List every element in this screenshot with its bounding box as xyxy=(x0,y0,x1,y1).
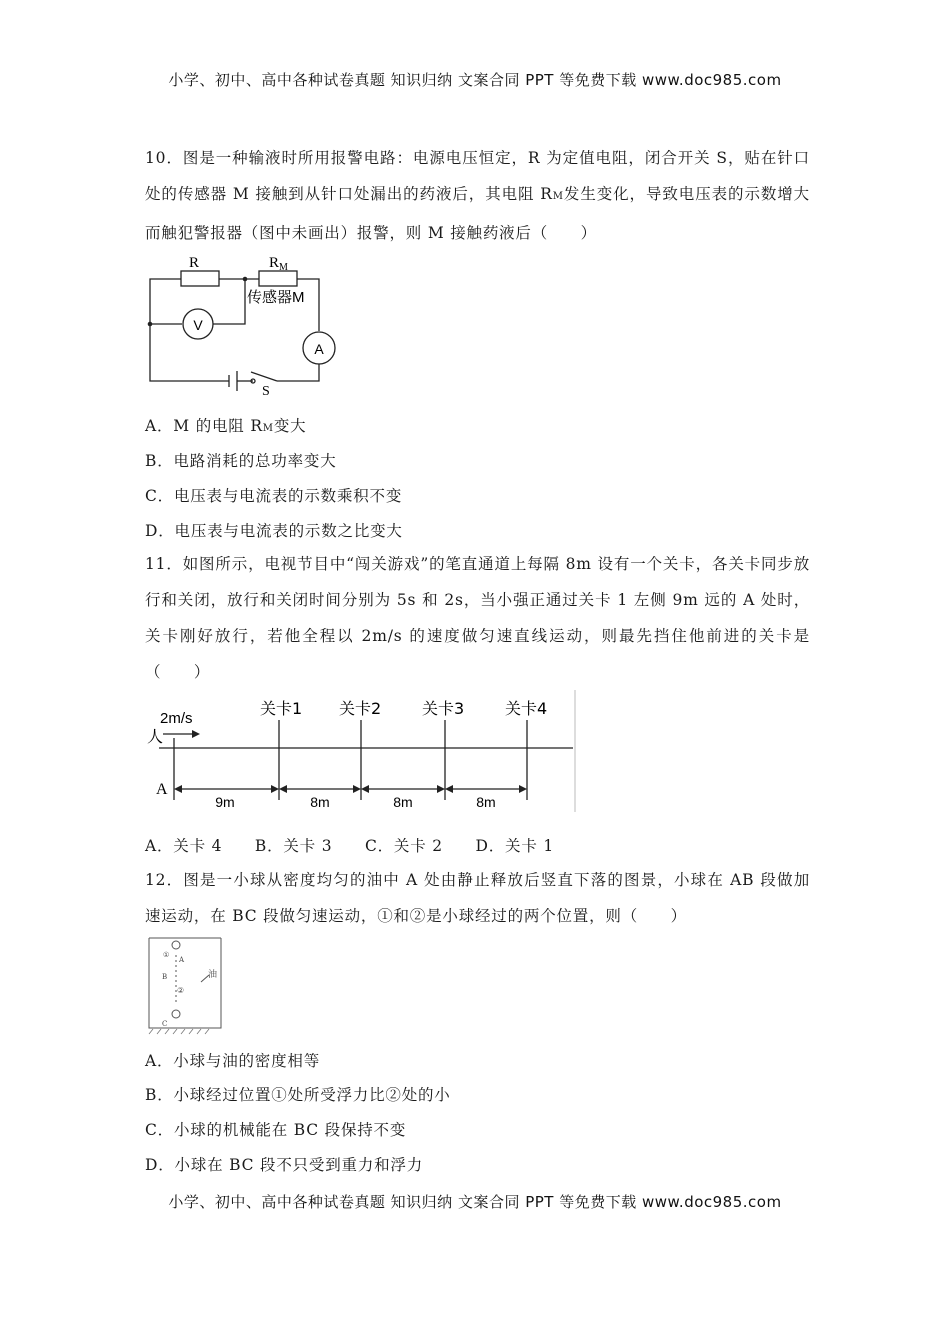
gate-1-label: 关卡1 xyxy=(260,699,303,718)
svg-text:RM: $R_M$ xyxy=(269,255,288,273)
speed-label: 2m/s xyxy=(160,710,193,727)
gate-4-label: 关卡4 xyxy=(505,699,548,718)
question-10-stem: 10．图是一种输液时所用报警电路：电源电压恒定，R 为定值电阻，闭合开关 S，贴在针口处的传感器 M 接触到从针口处漏出的药液后，其电阻 RM发生变化，导致电压表的示数增大而触犯警报器（图中未画出）报警，则 M 接触药液后（ ） xyxy=(145,149,810,242)
q10-option-c: C．电压表与电流表的示数乘积不变 xyxy=(145,487,403,505)
question-11-stem: 11．如图所示，电视节目中“闯关游戏”的笔直通道上每隔 8m 设有一个关卡，各关卡同步放行和关闭，放行和关闭时间分别为 5s 和 2s，当小强正通过关卡 1 左侧 9m 远的 A 处时，关卡刚好放行，若他全程以 2m/s 的速度做匀速直线运动，则最先挡住他前进的关卡是（ ） xyxy=(145,555,810,681)
distance-label: 9m xyxy=(215,794,235,810)
page-footer: 小学、初中、高中各种试卷真题 知识归纳 文案合同 PPT 等免费下载 www.doc985.com xyxy=(168,1193,782,1211)
point-a-label: A xyxy=(179,956,185,964)
oil-label: 油 xyxy=(208,970,218,980)
gate-diagram xyxy=(145,690,580,815)
point-b-label: B xyxy=(162,973,168,981)
label-sensor: 传感器M xyxy=(247,289,305,306)
distance-label: 8m xyxy=(476,794,496,810)
gate-2-label: 关卡2 xyxy=(339,699,382,718)
label-RM: R xyxy=(269,255,280,271)
q12-option-d: D．小球在 BC 段不只受到重力和浮力 xyxy=(145,1156,424,1174)
q12-option-a: A．小球与油的密度相等 xyxy=(145,1052,320,1070)
point-a-label: A xyxy=(156,781,168,798)
q10-option-b: B．电路消耗的总功率变大 xyxy=(145,452,337,470)
circuit-diagram xyxy=(145,250,345,400)
position-1-label: ① xyxy=(163,951,170,959)
voltmeter-label: V xyxy=(193,317,203,333)
question-12-stem: 12．图是一小球从密度均匀的油中 A 处由静止释放后竖直下落的图景，小球在 AB 段做加速运动，在 BC 段做匀速运动，①和②是小球经过的两个位置，则（ ） xyxy=(145,871,810,925)
q12-option-c: C．小球的机械能在 BC 段保持不变 xyxy=(145,1121,407,1139)
q10-option-a: A．M 的电阻 RM变大 xyxy=(145,417,307,435)
oil-tank-diagram xyxy=(145,935,225,1035)
ammeter-label: A xyxy=(314,341,324,357)
point-c-label: C xyxy=(162,1020,168,1028)
q12-option-b: B．小球经过位置①处所受浮力比②处的小 xyxy=(145,1086,451,1104)
distance-label: 8m xyxy=(393,794,413,810)
label-R: R xyxy=(188,255,200,271)
switch-label: S xyxy=(262,384,270,399)
gate-3-label: 关卡3 xyxy=(422,699,465,718)
page-header: 小学、初中、高中各种试卷真题 知识归纳 文案合同 PPT 等免费下载 www.doc985.com xyxy=(168,71,782,89)
person-label: 人 xyxy=(147,727,164,746)
position-2-label: ② xyxy=(177,986,185,995)
q10-option-d: D．电压表与电流表的示数之比变大 xyxy=(145,522,403,540)
distance-label: 8m xyxy=(310,794,330,810)
q11-options: A．关卡 4 B．关卡 3 C．关卡 2 D．关卡 1 xyxy=(145,837,555,855)
